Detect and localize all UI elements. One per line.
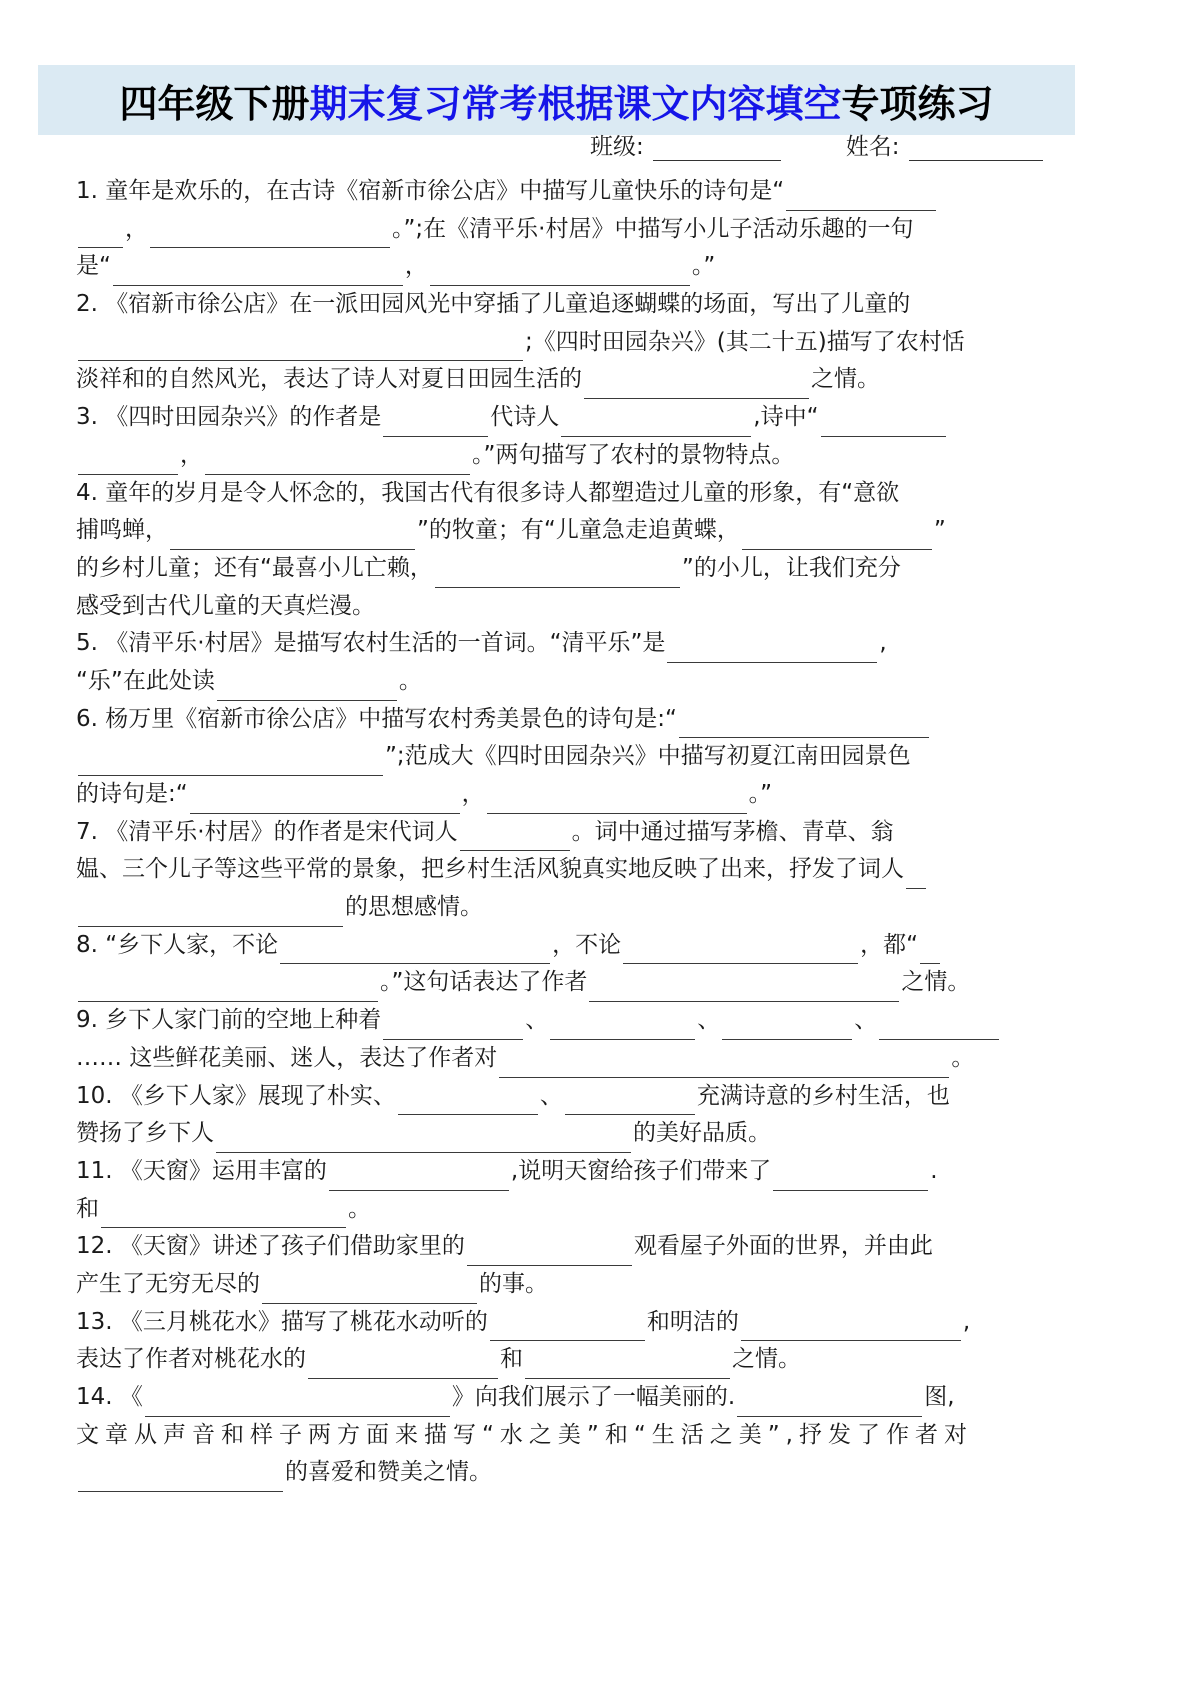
question-text: 3. 《四时田园杂兴》的作者是 [76,404,382,431]
question-line [76,1266,1036,1304]
question-text: 感受到古代儿童的天真烂漫。 [76,592,375,619]
question-text: “乐”在此处读 [76,667,215,694]
answer-blank[interactable] [773,1163,928,1191]
answer-blank[interactable] [78,1464,283,1492]
question-text: ,说明天窗给孩子们带来了 [510,1157,772,1184]
answer-blank[interactable] [525,1351,730,1379]
title-part-practice: 专项练习 [841,81,994,126]
answer-blank[interactable] [262,1276,477,1304]
answer-blank[interactable] [584,371,809,399]
question-line [76,248,1036,286]
question-line [76,399,1036,437]
question-text: ,诗中“ [753,404,819,431]
answer-blank[interactable] [430,258,690,286]
answer-blank[interactable] [722,1012,852,1040]
class-field[interactable] [653,134,781,161]
question-line [76,550,1036,588]
question-1 [76,173,1036,286]
question-text: 是“ [76,253,111,280]
question-line [76,1191,1036,1229]
question-list [76,173,1036,1492]
question-text: ， [404,253,428,280]
question-2 [76,286,1036,399]
answer-blank[interactable] [78,899,343,927]
answer-blank[interactable] [78,333,523,361]
title-banner [38,65,1075,135]
question-text: 5. 《清平乐·村居》是描写农村生活的一首词。“清平乐”是 [76,630,666,657]
question-text: ” [933,517,946,544]
question-line [76,1153,1036,1191]
question-line [76,701,1036,739]
question-text: 代诗人 [490,404,560,431]
question-text: ， [180,441,203,468]
question-text: 和明洁的 [646,1308,739,1335]
question-text: 。” [691,253,716,280]
question-text: ”;范成大《四时田园杂兴》中描写初夏江南田园景色 [385,743,911,770]
answer-blank[interactable] [101,1200,346,1228]
question-line [76,663,1036,701]
question-text: 之情。 [901,969,971,996]
title-part-highlight: 期末复习常考根据课文内容填空 [309,81,842,126]
question-text: 》向我们展示了一幅美丽的. [451,1384,736,1410]
question-6 [76,701,1036,814]
question-text: 的喜爱和赞美之情。 [285,1459,492,1486]
question-text: 和 [500,1346,523,1373]
question-5 [76,625,1036,700]
question-text: 。” [748,781,773,807]
question-line [76,1417,1036,1455]
answer-blank[interactable] [280,936,550,964]
answer-blank[interactable] [906,861,926,889]
question-9 [76,1002,1036,1077]
question-text: 、 [539,1082,563,1109]
answer-blank[interactable] [78,748,383,776]
answer-blank[interactable] [679,710,929,738]
question-text: 图, [924,1384,955,1410]
question-text: 1. 童年是欢乐的，在古诗《宿新市徐公店》中描写儿童快乐的诗句是“ [76,178,785,204]
question-text: 10. 《乡下人家》展现了朴实、 [76,1082,396,1109]
question-14 [76,1379,1036,1492]
question-line [76,889,1036,927]
question-text: 捕鸣蝉， [76,517,168,544]
question-line [76,964,1036,1002]
question-line [76,475,1036,513]
answer-blank[interactable] [561,409,751,437]
question-text: 的诗句是:“ [76,781,188,807]
question-text: 。词中通过描写茅檐、青草、翁 [571,818,894,845]
answer-blank[interactable] [667,635,877,663]
answer-blank[interactable] [78,974,378,1002]
question-line [76,173,1036,211]
answer-blank[interactable] [308,1351,498,1379]
question-line [76,1304,1036,1342]
question-line [76,588,1036,626]
question-line [76,1040,1036,1078]
question-8 [76,927,1036,1002]
question-line [76,1078,1036,1116]
question-13 [76,1304,1036,1379]
question-line [76,1341,1036,1379]
answer-blank[interactable] [741,1313,961,1341]
question-text: 、 [525,1007,549,1034]
answer-blank[interactable] [78,447,178,475]
answer-blank[interactable] [499,1050,949,1078]
question-line [76,361,1036,399]
answer-blank[interactable] [490,1313,645,1341]
answer-blank[interactable] [737,1389,922,1417]
question-line [76,1379,1036,1417]
question-text: 、 [854,1007,878,1034]
question-text: , [879,630,887,657]
page-title [119,73,993,128]
question-text: 表达了作者对桃花水的 [76,1346,306,1373]
answer-blank[interactable] [113,258,403,286]
answer-blank[interactable] [170,522,415,550]
question-text: 2. 《宿新市徐公店》在一派田园风光中穿插了儿童追逐蝴蝶的场面，写出了儿童的 [76,291,911,318]
answer-blank[interactable] [329,1163,509,1191]
question-text: 充满诗意的乡村生活，也 [696,1082,950,1109]
name-field[interactable] [909,134,1043,161]
question-text: …… 这些鲜花美丽、迷人，表达了作者对 [76,1044,498,1071]
answer-blank[interactable] [216,1125,631,1153]
question-text: 的思想感情。 [345,894,483,921]
name-label: 姓名: [845,134,900,160]
question-text: 的乡村儿童；还有“最喜小儿亡赖， [76,554,433,581]
answer-blank[interactable] [460,823,570,851]
question-11 [76,1153,1036,1228]
question-line [76,927,1036,965]
question-line [76,776,1036,814]
question-text: 7. 《清平乐·村居》的作者是宋代词人 [76,818,458,845]
question-line [76,1115,1036,1153]
question-line [76,286,1036,324]
question-text: . [930,1157,938,1184]
question-text: 淡祥和的自然风光，表达了诗人对夏日田园生活的 [76,366,582,393]
question-text: 的美好品质。 [633,1120,771,1147]
answer-blank[interactable] [217,673,397,701]
answer-blank[interactable] [78,220,123,248]
answer-blank[interactable] [383,409,488,437]
answer-blank[interactable] [550,1012,695,1040]
question-line [76,1228,1036,1266]
question-text: 之情。 [811,366,880,393]
answer-blank[interactable] [190,786,460,814]
answer-blank[interactable] [150,220,390,248]
question-line [76,814,1036,852]
question-line [76,738,1036,776]
question-text: , [962,1308,971,1335]
question-line [76,1002,1036,1040]
question-text: 的事。 [479,1270,548,1297]
question-text: 。”两句描写了农村的景物特点。 [472,441,795,468]
question-line [76,437,1036,475]
question-text: 12. 《天窗》讲述了孩子们借助家里的 [76,1233,465,1260]
question-text: 8. “乡下人家，不论 [76,931,279,958]
question-10 [76,1078,1036,1153]
answer-blank[interactable] [821,409,946,437]
answer-blank[interactable] [398,1087,538,1115]
question-text: 11. 《天窗》运用丰富的 [76,1157,327,1184]
answer-blank[interactable] [623,936,858,964]
question-text: 6. 杨万里《宿新市徐公店》中描写农村秀美景色的诗句是:“ [76,705,677,732]
question-text: 14. 《 [76,1384,143,1410]
question-7 [76,814,1036,927]
question-text: 。 [398,667,422,694]
answer-blank[interactable] [742,522,932,550]
answer-blank[interactable] [879,1012,999,1040]
student-info [590,128,1045,161]
question-4 [76,475,1036,626]
question-line [76,211,1036,249]
question-line [76,512,1036,550]
answer-blank[interactable] [565,1087,695,1115]
question-text: 赞扬了乡下人 [76,1120,214,1147]
question-text: ， [461,781,485,807]
question-text: 13. 《三月桃花水》描写了桃花水动听的 [76,1308,488,1335]
question-text: ，都“ [860,931,919,958]
question-text: 。”;在《清平乐·村居》中描写小儿子活动乐趣的一句 [392,215,914,242]
class-label: 班级: [590,134,644,160]
question-text: ，不论 [552,931,622,958]
question-text: ”的牧童；有“儿童急走追黄蝶， [417,517,740,544]
question-text: 9. 乡下人家门前的空地上种着 [76,1007,382,1034]
question-line [76,1454,1036,1492]
question-text: 之情。 [732,1346,801,1373]
question-line [76,851,1036,889]
answer-blank[interactable] [435,560,680,588]
question-text: 、 [697,1007,721,1034]
answer-blank[interactable] [145,1389,450,1417]
answer-blank[interactable] [786,183,936,211]
answer-blank[interactable] [205,447,470,475]
question-text: 媪、三个儿子等这些平常的景象，把乡村生活风貌真实地反映了出来，抒发了词人 [76,856,904,883]
answer-blank[interactable] [487,786,747,814]
question-line [76,324,1036,362]
answer-blank[interactable] [920,936,940,964]
answer-blank[interactable] [467,1238,632,1266]
question-text: 文章从声音和样子两方面来描写“水之美”和“生活之美”,抒发了作者对 [76,1421,973,1448]
question-text: 4. 童年的岁月是令人怀念的，我国古代有很多诗人都塑造过儿童的形象，有“意欲 [76,479,900,506]
answer-blank[interactable] [383,1012,523,1040]
question-text: 。 [951,1044,975,1071]
question-text: ;《四时田园杂兴》(其二十五)描写了农村恬 [525,328,965,355]
question-text: 观看屋子外面的世界，并由此 [633,1233,933,1260]
question-text: 产生了无穷无尽的 [76,1270,260,1297]
question-text: ， [125,215,148,242]
title-part-grade: 四年级下册 [119,81,310,126]
question-text: 。”这句话表达了作者 [380,969,588,996]
question-12 [76,1228,1036,1303]
question-line [76,625,1036,663]
question-text: 和 [76,1195,99,1222]
question-3 [76,399,1036,474]
question-text: ”的小儿，让我们充分 [681,554,901,581]
answer-blank[interactable] [589,974,899,1002]
question-text: 。 [348,1195,371,1222]
